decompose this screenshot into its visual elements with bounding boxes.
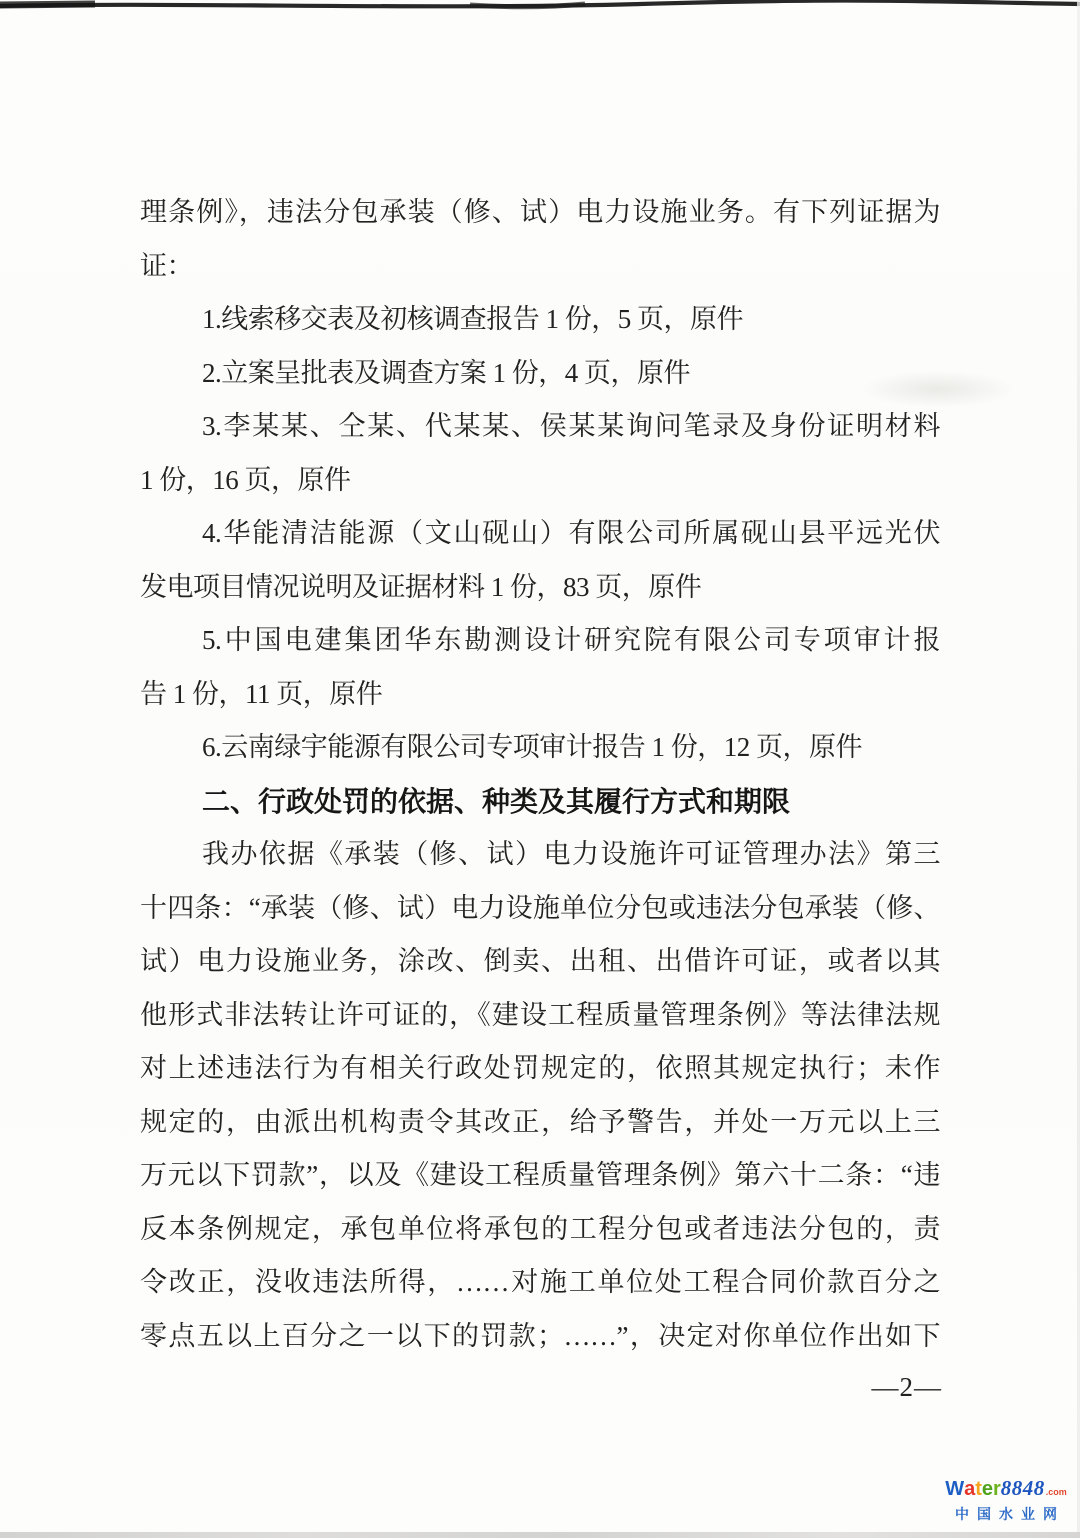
evidence-item-3-line-1: 3.李某某、仝某、代某某、侯某某询问笔录及身份证明材料 [202, 411, 940, 441]
evidence-item-4-line-2: 发电项目情况说明及证据材料 1 份，83 页，原件 [140, 571, 702, 602]
paragraph-line-5: 对上述违法行为有相关行政处罚规定的，依照其规定执行；未作 [140, 1053, 940, 1083]
paragraph-line-2: 十四条：“承装（修、试）电力设施单位分包或违法分包承装（修、 [140, 892, 940, 923]
page-number: —2— [871, 1372, 942, 1402]
scan-bottom-edge-artifact [0, 1532, 1080, 1538]
evidence-item-5-line-1: 5.中国电建集团华东勘测设计研究院有限公司专项审计报 [202, 625, 940, 655]
watermark-letter-w: W [945, 1478, 965, 1500]
paragraph-line-6: 规定的，由派出机构责令其改正，给予警告，并处一万元以上三 [140, 1106, 940, 1137]
evidence-item-2: 2.立案呈批表及调查方案 1 份，4 页，原件 [202, 357, 690, 388]
paragraph-line-1: 我办依据《承装（修、试）电力设施许可证管理办法》第三 [202, 839, 940, 869]
evidence-item-3-line-2: 1 份，16 页，原件 [140, 464, 351, 495]
paragraph-line-9: 令改正，没收违法所得，……对施工单位处工程合同价款百分之 [140, 1267, 940, 1297]
intro-line-2: 证： [140, 250, 193, 281]
watermark-subtitle: 中国水业网 [955, 1506, 1065, 1522]
paragraph-line-8: 反本条例规定，承包单位将承包的工程分包或者违法分包的，责 [140, 1213, 940, 1244]
watermark-letter-t: t [975, 1478, 982, 1500]
paragraph-line-10: 零点五以上百分之一以下的罚款；……”，决定对你单位作出如下 [140, 1320, 940, 1351]
section-heading: 二、行政处罚的依据、种类及其履行方式和期限 [202, 785, 791, 817]
paragraph-line-3: 试）电力设施业务，涂改、倒卖、出租、出借许可证，或者以其 [140, 946, 940, 976]
paragraph-line-4: 他形式非法转让许可证的，《建设工程质量管理条例》等法律法规 [140, 999, 940, 1030]
scan-top-edge-artifact [0, 0, 1080, 16]
evidence-item-6: 6.云南绿宇能源有限公司专项审计报告 1 份，12 页，原件 [202, 732, 862, 762]
intro-line-1: 理条例》，违法分包承装（修、试）电力设施业务。有下列证据为 [140, 197, 940, 227]
watermark-tld: .com [1045, 1487, 1067, 1497]
watermark-letter-e: e [981, 1478, 993, 1500]
water8848-watermark [938, 1476, 1074, 1524]
watermark-letter-r: r [993, 1478, 1001, 1500]
watermark-logo [938, 1476, 1074, 1501]
evidence-item-4-line-1: 4.华能清洁能源（文山砚山）有限公司所属砚山县平远光伏 [202, 518, 940, 548]
evidence-item-5-line-2: 告 1 份，11 页，原件 [140, 678, 383, 709]
evidence-item-1: 1.线索移交表及初核调查报告 1 份，5 页，原件 [202, 304, 743, 334]
watermark-letter-a: a [964, 1478, 976, 1500]
document-body [140, 186, 940, 1363]
paragraph-line-7: 万元以下罚款”，以及《建设工程质量管理条例》第六十二条：“违 [140, 1160, 940, 1190]
watermark-number: 8848 [1000, 1476, 1045, 1500]
